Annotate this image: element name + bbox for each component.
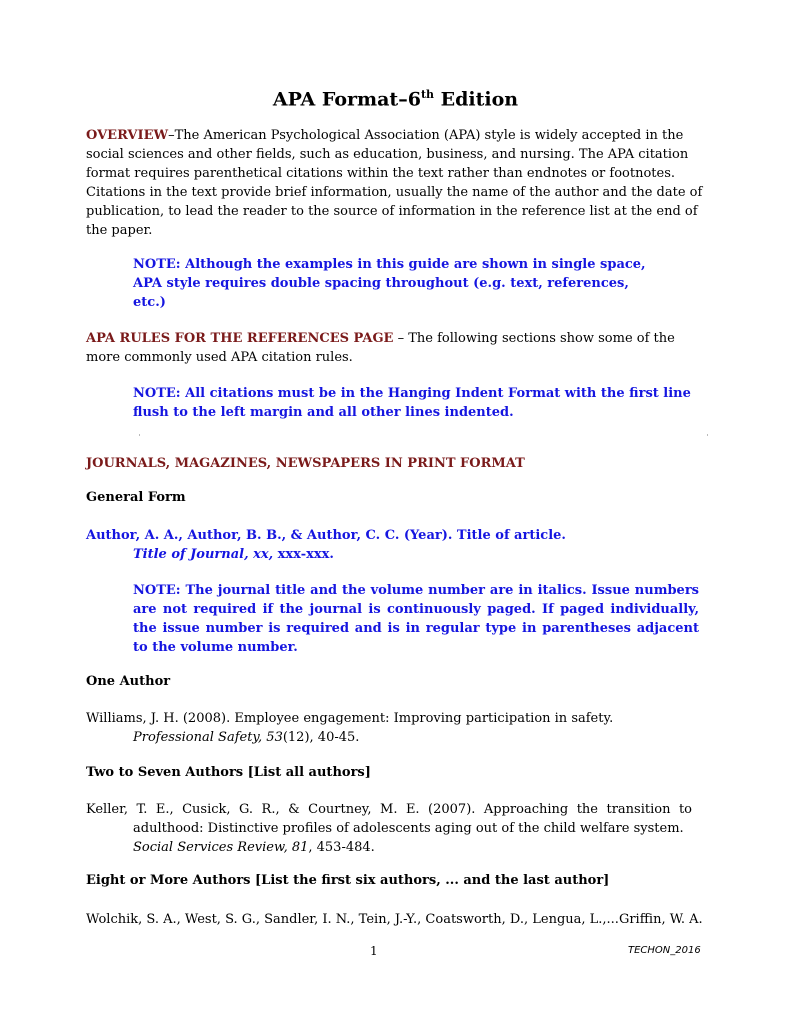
footer-tag: TECHON_2016 [628,945,701,956]
note-hanging-indent: NOTE: All citations must be in the Hanging Indent Format with the first line flush to the left margin and all other lines indented. [133,386,691,420]
overview-label: OVERVIEW [86,128,169,143]
rules-paragraph: APA RULES FOR THE REFERENCES PAGE – The following sections show some of the more commonly used APA citation rules. [86,331,675,365]
section-heading: JOURNALS, MAGAZINES, NEWSPAPERS IN PRINT FORMAT [86,456,525,471]
scan-mark [139,434,140,436]
two-to-seven-heading: Two to Seven Authors [List all authors] [86,765,371,780]
two-to-seven-citation: Keller, T. E., Cusick, G. R., & Courtney, M. E. (2007). Approaching the transition to adulthood: Distinctive profiles of adolescents aging out of the child welfare system. Social Services Review, 81, 453-484. [86,802,692,855]
eight-or-more-heading: Eight or More Authors [List the first six authors, ... and the last author] [86,873,610,888]
scan-mark [707,434,708,436]
eight-or-more-citation: Wolchik, S. A., West, S. G., Sandler, I. N., Tein, J.-Y., Coatsworth, D., Lengua, L.,...Griffin, W. A. [86,912,703,927]
page-title: APA Format–6th Edition [272,88,519,111]
one-author-citation: Williams, J. H. (2008). Employee engagement: Improving participation in safety. Professional Safety, 53(12), 40-45. [86,711,614,745]
general-form-citation: Author, A. A., Author, B. B., & Author, C. C. (Year). Title of article. Title of Journal, xx, xxx-xxx. [86,528,566,562]
page-number: 1 [370,944,378,958]
rules-label: APA RULES FOR THE REFERENCES PAGE [86,331,394,346]
note-journal-title: NOTE: The journal title and the volume number are in italics. Issue numbers are not required if the journal is continuously paged. If paged individually, the issue number is required and is in regular type in parentheses adjacent to the volume number. [133,583,699,655]
one-author-heading: One Author [86,674,171,689]
overview-paragraph: OVERVIEW–The American Psychological Association (APA) style is widely accepted in the social sciences and other fields, such as education, business, and nursing. The APA citation format requires parenthetical citations within the text rather than endnotes or footnotes. Citations in the text provide brief information, usually the name of the author and the date of publication, to lead the reader to the source of information in the reference list at the end of the paper. [86,128,703,238]
general-form-heading: General Form [86,490,186,505]
note-double-spacing: NOTE: Although the examples in this guide are shown in single space, APA style requires double spacing throughout (e.g. text, references, etc.) [133,257,646,310]
